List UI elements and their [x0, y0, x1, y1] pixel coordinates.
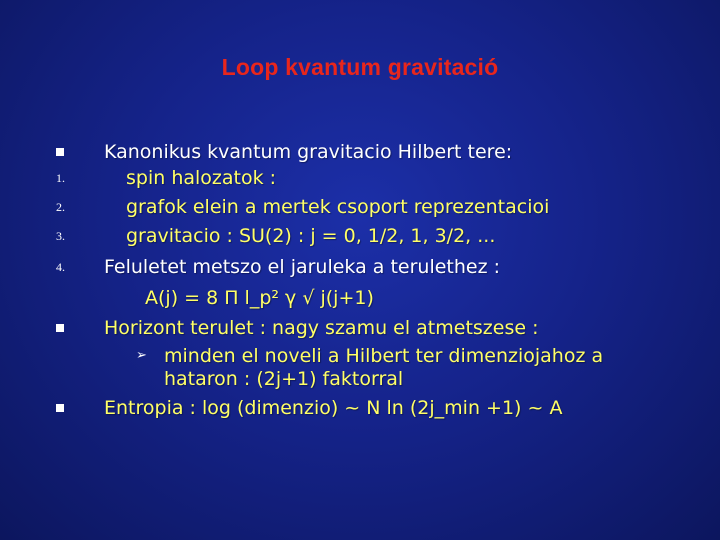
line-text: Entropia : log (dimenzio) ~ N ln (2j_min +1) ~ A [104, 397, 563, 419]
slide-title: Loop kvantum gravitació [221, 54, 499, 80]
continuation-line-factor [0, 367, 720, 391]
numbered-line-2 [0, 195, 720, 219]
number-marker: 1. [56, 171, 65, 185]
square-bullet-icon [56, 324, 64, 332]
line-text: Kanonikus kvantum gravitacio Hilbert tere: [104, 141, 513, 163]
bullet-line-horizon-area [0, 316, 720, 340]
line-text: grafok elein a mertek csoport reprezentacioi [126, 196, 550, 218]
square-bullet-icon [56, 148, 64, 156]
arrow-bullet-icon: ➢ [136, 348, 147, 363]
formula-line-area [0, 286, 720, 310]
number-marker: 4. [56, 260, 65, 274]
numbered-line-3 [0, 224, 720, 248]
line-text: spin halozatok : [126, 167, 277, 189]
number-marker: 2. [56, 200, 65, 214]
line-text: minden el noveli a Hilbert ter dimenziojahoz a [164, 345, 604, 367]
line-text: gravitacio : SU(2) : j = 0, 1/2, 1, 3/2, ... [126, 225, 496, 247]
line-text: Feluletet metszo el jaruleka a terulethez : [104, 256, 501, 278]
line-text: Horizont terulet : nagy szamu el atmetszese : [104, 317, 539, 339]
square-bullet-icon [56, 404, 64, 412]
number-marker: 3. [56, 229, 65, 243]
area-formula: A(j) = 8 Π l_p² γ √ j(j+1) [145, 287, 374, 309]
line-text: hataron : (2j+1) faktorral [164, 368, 404, 390]
bullet-line-entropy [0, 396, 720, 420]
bullet-line-hilbert-space [0, 140, 720, 164]
numbered-line-4 [0, 255, 720, 279]
numbered-line-1 [0, 166, 720, 190]
arrow-line-dimension [0, 344, 720, 368]
